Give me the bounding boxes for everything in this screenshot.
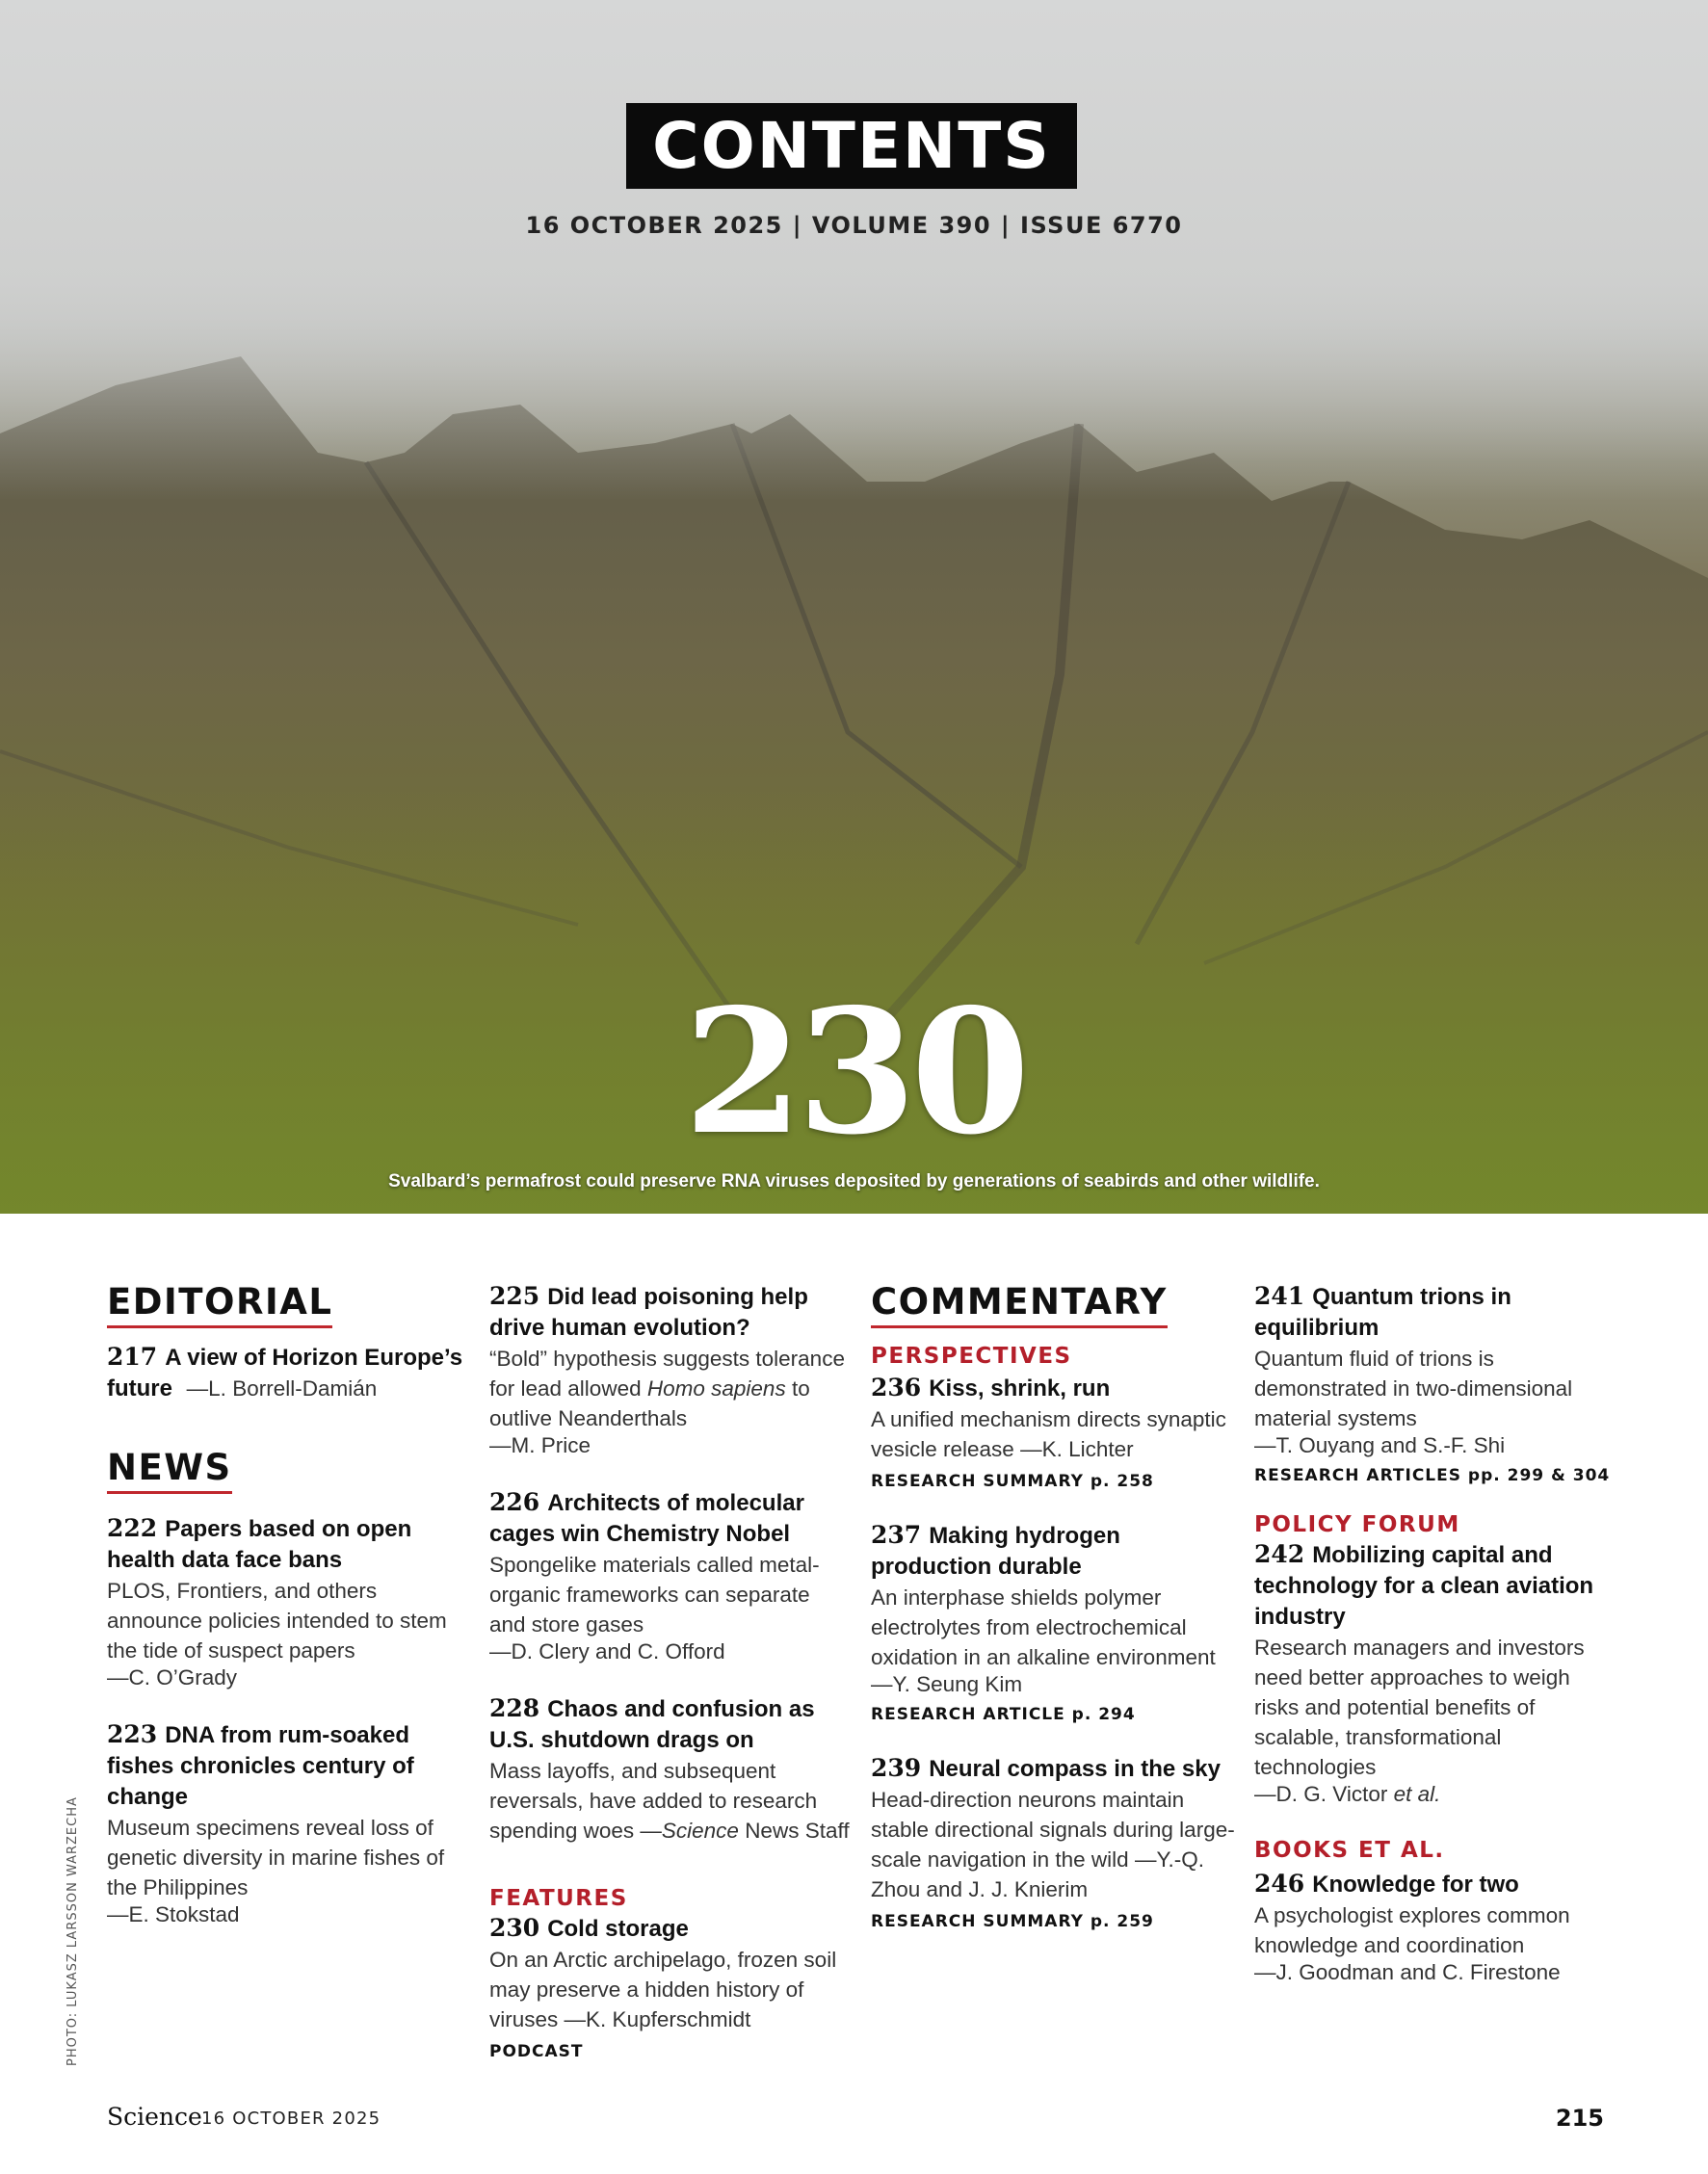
section-heading-commentary: COMMENTARY [871,1281,1168,1328]
entry-author: —M. Price [489,1433,591,1457]
footer-date: 16 OCTOBER 2025 [201,2109,381,2129]
photo-credit: PHOTO: LUKASZ LARSSON WARZECHA [66,1796,80,2066]
entry-author: —T. Ouyang and S.-F. Shi [1254,1433,1506,1457]
toc-entry-239[interactable] [871,1753,1237,1935]
section-heading-perspectives: PERSPECTIVES [871,1344,1072,1369]
entry-title: 228 Chaos and confusion as U.S. shutdown drags on [489,1694,815,1753]
column-2 [489,1281,851,2065]
entry-page-number: 225 [489,1282,540,1310]
entry-title: 239 Neural compass in the sky [871,1754,1221,1782]
entry-author: —J. Goodman and C. Firestone [1254,1960,1561,1984]
section-heading-features: FEATURES [489,1886,628,1911]
entry-page-number: 236 [871,1374,922,1401]
entry-title: 230 Cold storage [489,1914,689,1942]
entry-description: A psychologist explores common knowledge and coordination [1254,1903,1570,1957]
entry-page-number: 239 [871,1754,922,1782]
entry-description: Mass layoffs, and subsequent reversals, have added to research spending woes —Science News Staff [489,1759,850,1843]
section-heading-policy-forum: POLICY FORUM [1254,1512,1460,1537]
entry-author: —D. Clery and C. Offord [489,1639,725,1663]
entry-page-number: 241 [1254,1282,1305,1310]
entry-tag-podcast[interactable]: PODCAST [489,2042,584,2061]
entry-description: A unified mechanism directs synaptic vesicle release —K. Lichter [871,1407,1226,1461]
entry-description: Spongelike materials called metal-organic frameworks can separate and store gases [489,1553,820,1637]
toc-entry-223[interactable] [107,1719,463,1927]
toc-entry-236[interactable] [871,1373,1237,1495]
entry-description: Museum specimens reveal loss of genetic diversity in marine fishes of the Philippines [107,1816,445,1899]
toc-entry-242[interactable] [1254,1539,1620,1807]
column-3 [871,1281,1237,1935]
entry-title: 226 Architects of molecular cages win Chemistry Nobel [489,1488,804,1547]
toc-entry-226[interactable] [489,1487,851,1664]
entry-description: Head-direction neurons maintain stable directional signals during large-scale navigation in the wild —Y.-Q. Zhou and J. J. Knierim [871,1788,1235,1901]
section-heading-editorial: EDITORIAL [107,1281,332,1328]
entry-page-number: 246 [1254,1870,1305,1898]
entry-page-number: 230 [489,1914,540,1942]
entry-author: —Y. Seung Kim [871,1672,1023,1696]
entry-author: —L. Borrell-Damián [186,1376,378,1401]
entry-page-number: 228 [489,1694,540,1722]
entry-page-number: 226 [489,1488,540,1516]
entry-tag[interactable]: RESEARCH SUMMARY p. 258 [871,1472,1154,1491]
toc-entry-237[interactable] [871,1520,1237,1728]
magazine-name: Science [107,2103,202,2131]
entry-tag[interactable]: RESEARCH ARTICLES pp. 299 & 304 [1254,1466,1611,1485]
toc-entry-217[interactable] [107,1342,463,1404]
entry-page-number: 223 [107,1720,158,1748]
issue-info: 16 OCTOBER 2025 | VOLUME 390 | ISSUE 6770 [525,212,1183,239]
entry-title: 225 Did lead poisoning help drive human evolution? [489,1282,808,1341]
column-4 [1254,1281,1620,1985]
entry-title: 237 Making hydrogen production durable [871,1521,1120,1580]
toc-entry-241[interactable] [1254,1281,1620,1489]
entry-title: 246 Knowledge for two [1254,1870,1519,1898]
entry-author: —C. O’Grady [107,1665,238,1689]
section-heading-news: NEWS [107,1447,232,1494]
section-heading-books: BOOKS ET AL. [1254,1838,1445,1863]
footer-page-number: 215 [1555,2105,1604,2132]
entry-title: 217 A view of Horizon Europe’s future —L. Borrell-Damián [107,1343,463,1401]
entry-title: 242 Mobilizing capital and technology for a clean aviation industry [1254,1540,1594,1630]
entry-page-number: 222 [107,1514,158,1542]
entry-description: On an Arctic archipelago, frozen soil may preserve a hidden history of viruses —K. Kupferschmidt [489,1948,837,2031]
entry-author: —D. G. Victor et al. [1254,1782,1441,1806]
cover-page-number: 230 [683,971,1025,1172]
entry-page-number: 242 [1254,1540,1305,1568]
entry-title: 222 Papers based on open health data face bans [107,1514,412,1573]
entry-page-number: 217 [107,1343,158,1371]
column-1 [107,1281,463,1927]
entry-description: An interphase shields polymer electrolytes from electrochemical oxidation in an alkaline environment [871,1585,1216,1669]
toc-entry-222[interactable] [107,1513,463,1690]
entry-tag[interactable]: RESEARCH ARTICLE p. 294 [871,1705,1136,1724]
entry-description: PLOS, Frontiers, and others announce policies intended to stem the tide of suspect papers [107,1579,447,1663]
entry-author: —E. Stokstad [107,1902,240,1926]
entry-description: “Bold” hypothesis suggests tolerance for lead allowed Homo sapiens to outlive Neanderthals [489,1347,845,1430]
entry-title: 236 Kiss, shrink, run [871,1374,1111,1401]
entry-tag[interactable]: RESEARCH SUMMARY p. 259 [871,1912,1154,1931]
entry-title: 223 DNA from rum-soaked fishes chronicles century of change [107,1720,414,1810]
contents-title: CONTENTS [626,103,1077,189]
toc-entry-230[interactable] [489,1913,851,2065]
entry-description: Research managers and investors need better approaches to weigh risks and potential benefits of scalable, transformational technologies [1254,1636,1585,1779]
entry-title: 241 Quantum trions in equilibrium [1254,1282,1511,1341]
toc-entry-228[interactable] [489,1693,851,1846]
entry-description: Quantum fluid of trions is demonstrated in two-dimensional material systems [1254,1347,1573,1430]
toc-entry-225[interactable] [489,1281,851,1458]
toc-entry-246[interactable] [1254,1869,1620,1985]
cover-caption: Svalbard’s permafrost could preserve RNA viruses deposited by generations of seabirds and other wildlife. [388,1171,1320,1192]
entry-page-number: 237 [871,1521,922,1549]
